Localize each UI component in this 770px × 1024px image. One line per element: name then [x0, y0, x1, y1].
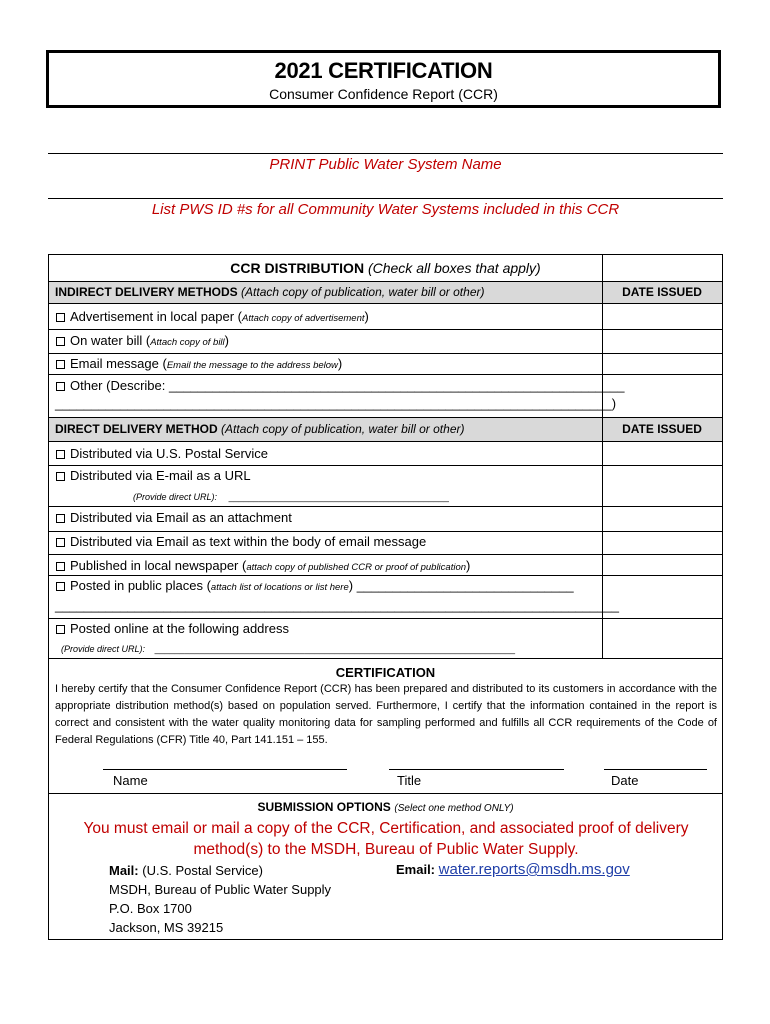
other-blank-1[interactable]: _______________________________________________________________	[168, 378, 625, 393]
pws-id-label: List PWS ID #s for all Community Water Systems included in this CCR	[151, 201, 620, 218]
direct-header-label: DIRECT DELIVERY METHOD	[55, 422, 218, 436]
ccr-form-table	[48, 254, 723, 940]
distribution-title: CCR DISTRIBUTION	[230, 260, 365, 276]
mail-note: (U.S. Postal Service)	[142, 863, 263, 878]
posted-blank[interactable]: ) ______________________________	[348, 578, 574, 593]
distribution-title-row	[49, 260, 722, 276]
water-bill-note: Attach copy of bill	[150, 337, 225, 348]
email-url-row	[133, 488, 449, 503]
checkbox-icon[interactable]	[56, 450, 65, 459]
water-bill-close: )	[224, 333, 230, 348]
checkbox-posted-online[interactable]	[55, 621, 289, 636]
posted-blank-2[interactable]: ______________________________________________________________________________	[55, 598, 619, 613]
advertisement-label: Advertisement in local paper (	[70, 309, 242, 324]
direct-header	[55, 422, 464, 436]
date-signature-line[interactable]	[604, 769, 707, 770]
checkbox-icon[interactable]	[56, 538, 65, 547]
direct-header-note: (Attach copy of publication, water bill or other)	[221, 422, 465, 436]
advertisement-note: Attach copy of advertisement	[241, 313, 365, 324]
submission-note: (Select one method ONLY)	[394, 803, 514, 814]
checkbox-other[interactable]	[55, 378, 624, 393]
submission-instruction: You must email or mail a copy of the CCR, Certification, and associated proof of delivery method(s) to the MSDH, Bureau of Public Water Supply.	[83, 820, 689, 858]
email-row	[396, 861, 630, 878]
certification-title: CERTIFICATION	[335, 665, 436, 680]
advertisement-close: )	[364, 309, 369, 324]
distribution-title-note: (Check all boxes that apply)	[367, 260, 541, 276]
newspaper-note: attach copy of published CCR or proof of publication	[246, 562, 467, 573]
name-signature-line[interactable]	[103, 769, 347, 770]
checkbox-postal-service[interactable]	[55, 446, 268, 461]
email-text-label: Distributed via Email as text within the body of email message	[70, 534, 427, 549]
checkbox-email-text[interactable]	[55, 534, 426, 549]
checkbox-advertisement[interactable]	[55, 309, 369, 324]
email-attachment-label: Distributed via Email as an attachment	[70, 510, 292, 525]
online-url-note: (Provide direct URL):	[61, 644, 146, 654]
system-name-line[interactable]	[48, 153, 723, 154]
title-box	[46, 50, 721, 108]
indirect-header-note: (Attach copy of publication, water bill or other)	[241, 285, 485, 299]
email-message-label: Email message (	[70, 356, 167, 371]
indirect-date-header: DATE ISSUED	[622, 285, 702, 299]
postal-service-label: Distributed via U.S. Postal Service	[70, 446, 268, 461]
posted-online-label: Posted online at the following address	[70, 621, 289, 636]
newspaper-label: Published in local newspaper (	[70, 558, 247, 573]
indirect-header-label: INDIRECT DELIVERY METHODS	[55, 285, 238, 299]
page-subtitle: Consumer Confidence Report (CCR)	[269, 86, 498, 102]
checkbox-icon[interactable]	[56, 514, 65, 523]
address-line-1: MSDH, Bureau of Public Water Supply	[109, 882, 332, 897]
checkbox-icon[interactable]	[56, 582, 65, 591]
email-label: Email:	[396, 862, 436, 877]
other-label: Other (Describe:	[70, 378, 169, 393]
checkbox-icon[interactable]	[56, 382, 65, 391]
online-url-blank[interactable]: ________________________________________________________________________	[154, 644, 516, 654]
email-url-label: Distributed via E-mail as a URL	[70, 468, 251, 483]
pws-id-line[interactable]	[48, 198, 723, 199]
mail-label: Mail:	[109, 863, 139, 878]
email-message-close: )	[337, 356, 343, 371]
checkbox-icon[interactable]	[56, 625, 65, 634]
checkbox-email-url[interactable]	[55, 468, 251, 483]
indirect-header	[55, 285, 484, 299]
newspaper-close: )	[466, 558, 471, 573]
certification-body: I hereby certify that the Consumer Confidence Report (CCR) has been prepared and distributed to its customers in accordance with the appropriate distribution method(s) based on population served. Furthermore, I certify that the information contained in the report is correct and consistent with the water quality monitoring data for sampling performed and fulfills all CCR requirements of the Code of Federal Regulations (CFR) Title 40, Part 141.151 – 155.	[55, 683, 717, 746]
title-signature-line[interactable]	[389, 769, 564, 770]
online-url-row	[61, 640, 515, 655]
name-label: Name	[113, 773, 148, 788]
system-name-label: PRINT Public Water System Name	[269, 156, 502, 173]
checkbox-icon[interactable]	[56, 313, 65, 322]
checkbox-icon[interactable]	[56, 472, 65, 481]
mail-row	[109, 863, 263, 878]
date-label: Date	[611, 773, 639, 788]
posted-note: attach list of locations or list here	[210, 582, 349, 593]
water-bill-label: On water bill (	[70, 333, 151, 348]
direct-date-header: DATE ISSUED	[622, 422, 702, 436]
checkbox-icon[interactable]	[56, 337, 65, 346]
submission-title-row	[49, 799, 722, 814]
submission-title: SUBMISSION OPTIONS	[257, 800, 391, 814]
checkbox-icon[interactable]	[56, 562, 65, 571]
page-title: 2021 CERTIFICATION	[274, 58, 493, 83]
email-url-blank[interactable]: ____________________________________________	[228, 492, 449, 502]
checkbox-email-message[interactable]	[55, 356, 342, 371]
posted-label: Posted in public places (	[70, 578, 211, 593]
address-line-3: Jackson, MS 39215	[109, 920, 224, 935]
checkbox-posted-public[interactable]	[55, 578, 574, 593]
other-blank-2[interactable]: _____________________________________________________________________________)	[55, 396, 617, 411]
checkbox-water-bill[interactable]	[55, 333, 229, 348]
checkbox-icon[interactable]	[56, 360, 65, 369]
email-link[interactable]: water.reports@msdh.ms.gov	[438, 861, 630, 878]
address-line-2: P.O. Box 1700	[109, 901, 192, 916]
email-message-note: Email the message to the address below	[166, 360, 338, 371]
checkbox-email-attachment[interactable]	[55, 510, 292, 525]
checkbox-newspaper[interactable]	[55, 558, 470, 573]
email-url-note: (Provide direct URL):	[133, 492, 218, 502]
title-label: Title	[397, 773, 422, 788]
